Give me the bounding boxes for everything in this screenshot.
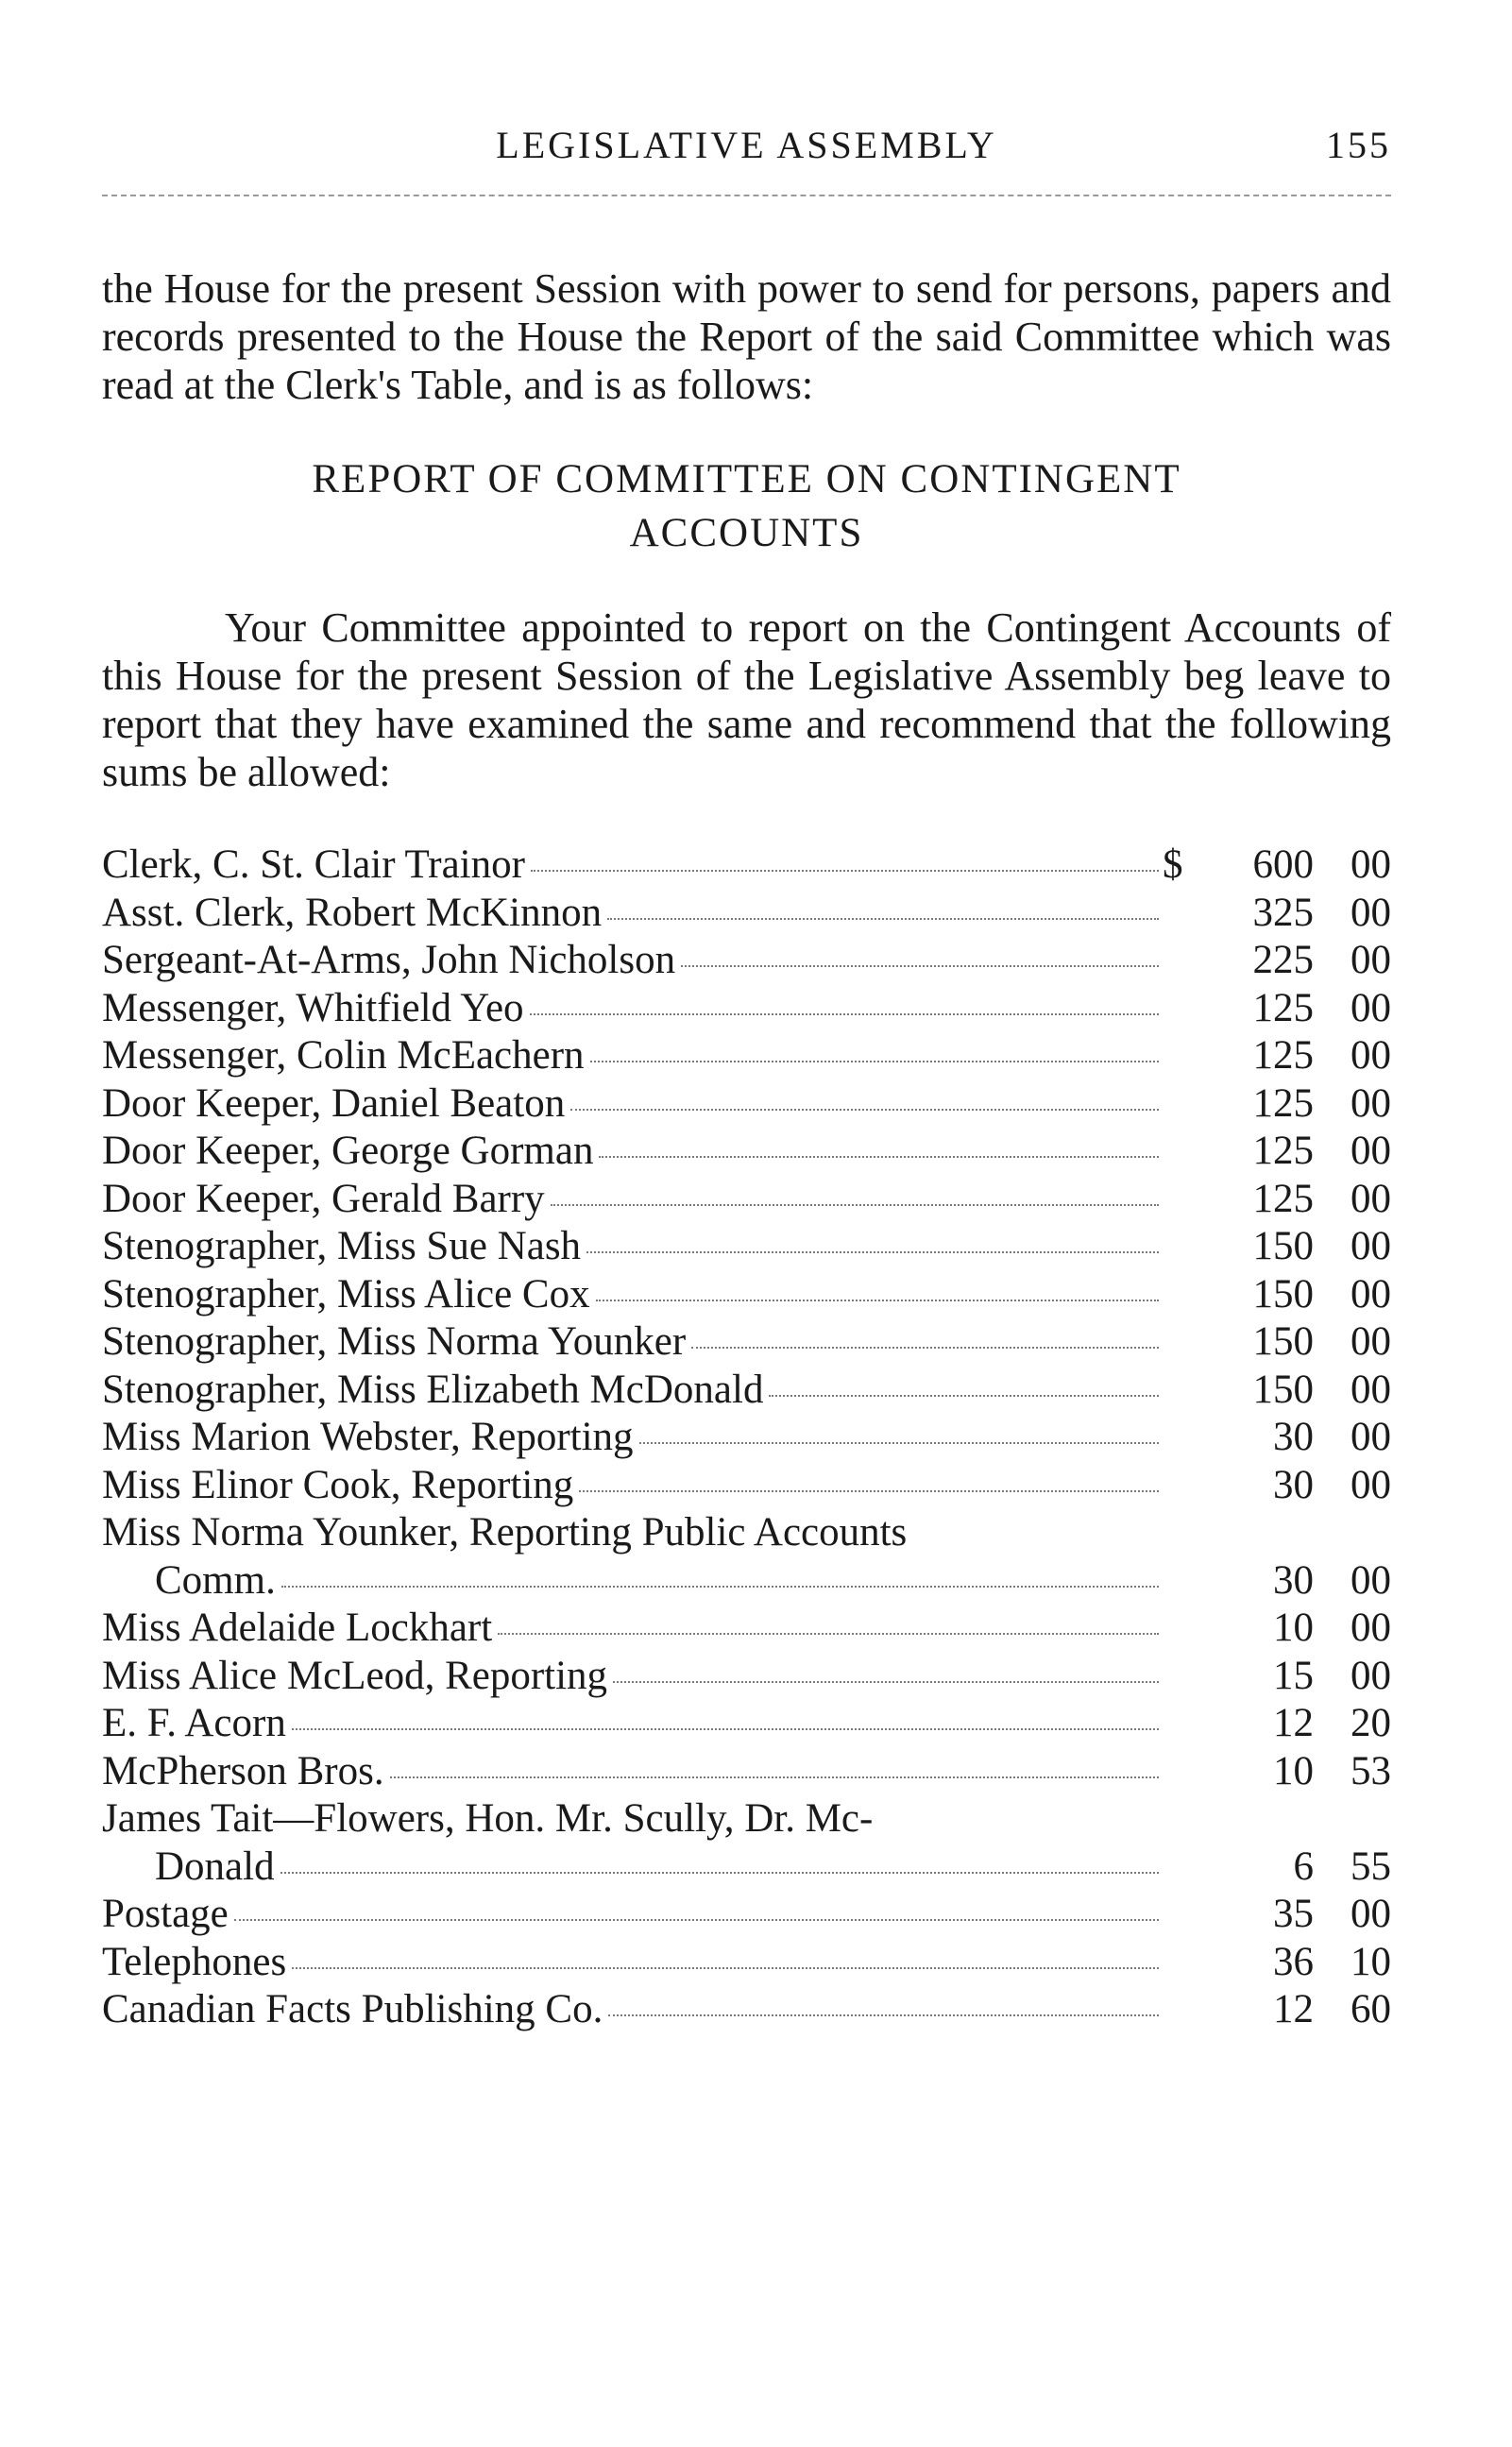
dot-leader bbox=[681, 965, 1159, 967]
amount-dollars: 150 bbox=[1252, 1224, 1314, 1268]
account-label: Door Keeper, George Gorman bbox=[102, 1129, 594, 1173]
amount-dollars: 125 bbox=[1252, 1129, 1314, 1173]
amount-cents: 00 bbox=[1351, 938, 1391, 982]
account-label: Asst. Clerk, Robert McKinnon bbox=[102, 890, 603, 935]
amount-dollars: 125 bbox=[1252, 1033, 1314, 1078]
account-label: Messenger, Whitfield Yeo bbox=[102, 985, 524, 1030]
amount-dollars: 225 bbox=[1252, 938, 1314, 982]
report-heading-line-2: ACCOUNTS bbox=[629, 511, 864, 555]
amount-dollars: 150 bbox=[1252, 1367, 1314, 1412]
account-row bbox=[102, 1414, 1391, 1462]
account-label: Stenographer, Miss Sue Nash bbox=[102, 1224, 582, 1268]
account-row bbox=[102, 1748, 1391, 1796]
dot-leader bbox=[608, 2014, 1159, 2016]
dot-leader bbox=[769, 1395, 1159, 1397]
dot-leader bbox=[607, 918, 1159, 920]
account-label: Miss Norma Younker, Reporting Public Accounts bbox=[102, 1510, 908, 1555]
account-label: Donald bbox=[155, 1844, 275, 1889]
account-label: Clerk, C. St. Clair Trainor bbox=[102, 842, 525, 887]
account-row bbox=[102, 1271, 1391, 1319]
account-label: Door Keeper, Gerald Barry bbox=[102, 1176, 545, 1221]
account-row bbox=[102, 1891, 1391, 1939]
account-label: E. F. Acorn bbox=[102, 1701, 286, 1745]
amount-cents: 00 bbox=[1351, 1415, 1391, 1459]
account-row bbox=[102, 1844, 1391, 1892]
account-row bbox=[102, 1939, 1391, 1987]
amount-dollars: 125 bbox=[1252, 985, 1314, 1030]
intro-paragraph: the House for the present Session with power to send for persons, papers and records presented to the House the Report of the said Committee which was read at the Clerk's Table, and is as follows: bbox=[102, 265, 1391, 408]
account-entry-first-line bbox=[102, 1509, 1391, 1557]
account-row bbox=[102, 890, 1391, 938]
account-label: Miss Marion Webster, Reporting bbox=[102, 1415, 634, 1459]
amount-dollars: 35 bbox=[1273, 1892, 1314, 1936]
amount-dollars: 10 bbox=[1273, 1748, 1314, 1793]
amount-dollars: 12 bbox=[1273, 1987, 1314, 2031]
amount-dollars: 30 bbox=[1273, 1415, 1314, 1459]
report-heading bbox=[102, 452, 1391, 560]
dot-leader bbox=[570, 1109, 1159, 1111]
account-label: Messenger, Colin McEachern bbox=[102, 1033, 585, 1078]
amount-cents: 00 bbox=[1351, 1892, 1391, 1936]
amount-cents: 00 bbox=[1351, 1176, 1391, 1221]
account-label: McPherson Bros. bbox=[102, 1748, 384, 1793]
amount-cents: 00 bbox=[1351, 842, 1391, 887]
dot-leader bbox=[292, 1728, 1159, 1730]
document-page bbox=[102, 123, 1391, 2034]
page-number: 155 bbox=[1326, 124, 1391, 166]
account-label: Stenographer, Miss Norma Younker bbox=[102, 1319, 687, 1364]
dot-leader bbox=[596, 1300, 1159, 1301]
amount-dollars: 150 bbox=[1252, 1319, 1314, 1364]
account-label: Miss Adelaide Lockhart bbox=[102, 1606, 493, 1650]
account-label: Door Keeper, Daniel Beaton bbox=[102, 1080, 566, 1126]
account-label: Sergeant-At-Arms, John Nicholson bbox=[102, 938, 676, 982]
amount-dollars: 36 bbox=[1273, 1939, 1314, 1984]
account-row bbox=[102, 985, 1391, 1033]
dot-leader bbox=[530, 1013, 1159, 1015]
account-row bbox=[102, 841, 1391, 890]
dot-leader bbox=[531, 870, 1159, 872]
account-label: James Tait—Flowers, Hon. Mr. Scully, Dr. Mc- bbox=[102, 1796, 874, 1841]
account-label: Stenographer, Miss Alice Cox bbox=[102, 1271, 590, 1317]
account-row bbox=[102, 1605, 1391, 1653]
amount-cents: 00 bbox=[1351, 1557, 1391, 1603]
account-row bbox=[102, 1080, 1391, 1129]
dot-leader bbox=[691, 1347, 1159, 1349]
account-row bbox=[102, 1318, 1391, 1367]
amount-cents: 60 bbox=[1351, 1987, 1391, 2031]
account-row bbox=[102, 1176, 1391, 1224]
account-row bbox=[102, 1367, 1391, 1415]
dot-leader bbox=[599, 1156, 1159, 1158]
account-row bbox=[102, 1986, 1391, 2034]
account-row bbox=[102, 1653, 1391, 1701]
dot-leader bbox=[281, 1586, 1159, 1588]
amount-cents: 00 bbox=[1351, 985, 1391, 1030]
amount-dollars: 125 bbox=[1252, 1080, 1314, 1126]
amount-dollars: 15 bbox=[1273, 1653, 1314, 1698]
report-body-paragraph: Your Committee appointed to report on the Contingent Accounts of this House for the present Session of the Legislative Assembly beg leave to report that they have examined the same and recommend that the following sums be allowed: bbox=[102, 604, 1391, 795]
amount-cents: 00 bbox=[1351, 1462, 1391, 1507]
dot-leader bbox=[579, 1490, 1159, 1492]
amount-cents: 55 bbox=[1351, 1844, 1391, 1889]
amount-dollars: 12 bbox=[1273, 1701, 1314, 1745]
account-entry-first-line bbox=[102, 1795, 1391, 1844]
account-label: Comm. bbox=[155, 1557, 276, 1603]
dot-leader bbox=[498, 1633, 1159, 1635]
amount-cents: 00 bbox=[1351, 1224, 1391, 1268]
amount-cents: 00 bbox=[1351, 1129, 1391, 1173]
dot-leader bbox=[613, 1681, 1159, 1683]
amount-dollars: 325 bbox=[1252, 890, 1314, 935]
amount-cents: 10 bbox=[1351, 1939, 1391, 1984]
amount-dollars: 600 bbox=[1252, 842, 1314, 887]
dot-leader bbox=[639, 1442, 1159, 1444]
dot-leader bbox=[292, 1967, 1159, 1969]
dot-leader bbox=[234, 1919, 1159, 1921]
amount-cents: 00 bbox=[1351, 1653, 1391, 1698]
account-label: Miss Alice McLeod, Reporting bbox=[102, 1653, 608, 1698]
account-row bbox=[102, 1462, 1391, 1510]
amount-cents: 00 bbox=[1351, 890, 1391, 935]
account-row bbox=[102, 1032, 1391, 1080]
amount-cents: 00 bbox=[1351, 1033, 1391, 1078]
amount-dollars: 6 bbox=[1293, 1844, 1314, 1889]
dot-leader bbox=[590, 1061, 1159, 1062]
dot-leader bbox=[586, 1251, 1159, 1253]
account-label: Miss Elinor Cook, Reporting bbox=[102, 1462, 574, 1507]
amount-cents: 00 bbox=[1351, 1080, 1391, 1126]
account-row bbox=[102, 937, 1391, 985]
account-label: Stenographer, Miss Elizabeth McDonald bbox=[102, 1367, 764, 1412]
account-row bbox=[102, 1557, 1391, 1606]
currency-symbol: $ bbox=[1163, 842, 1183, 887]
dot-leader bbox=[390, 1776, 1159, 1778]
amount-dollars: 30 bbox=[1273, 1557, 1314, 1603]
amount-cents: 20 bbox=[1351, 1701, 1391, 1745]
amount-dollars: 125 bbox=[1252, 1176, 1314, 1221]
amount-cents: 00 bbox=[1351, 1271, 1391, 1317]
account-label: Telephones bbox=[102, 1939, 287, 1984]
account-label: Canadian Facts Publishing Co. bbox=[102, 1987, 603, 2031]
dot-leader bbox=[551, 1204, 1159, 1206]
account-row bbox=[102, 1128, 1391, 1176]
amount-dollars: 150 bbox=[1252, 1271, 1314, 1317]
amount-cents: 00 bbox=[1351, 1606, 1391, 1650]
header-rule bbox=[102, 195, 1391, 196]
account-row bbox=[102, 1223, 1391, 1271]
running-head-title: LEGISLATIVE ASSEMBLY bbox=[496, 124, 997, 166]
account-label: Postage bbox=[102, 1892, 229, 1936]
amount-dollars: 10 bbox=[1273, 1606, 1314, 1650]
report-heading-line-1: REPORT OF COMMITTEE ON CONTINGENT bbox=[312, 457, 1181, 501]
dot-leader bbox=[280, 1872, 1159, 1874]
accounts-list bbox=[102, 841, 1391, 2034]
amount-dollars: 30 bbox=[1273, 1462, 1314, 1507]
account-row bbox=[102, 1700, 1391, 1748]
amount-cents: 00 bbox=[1351, 1319, 1391, 1364]
amount-cents: 00 bbox=[1351, 1367, 1391, 1412]
amount-cents: 53 bbox=[1351, 1748, 1391, 1793]
running-head bbox=[102, 123, 1391, 179]
